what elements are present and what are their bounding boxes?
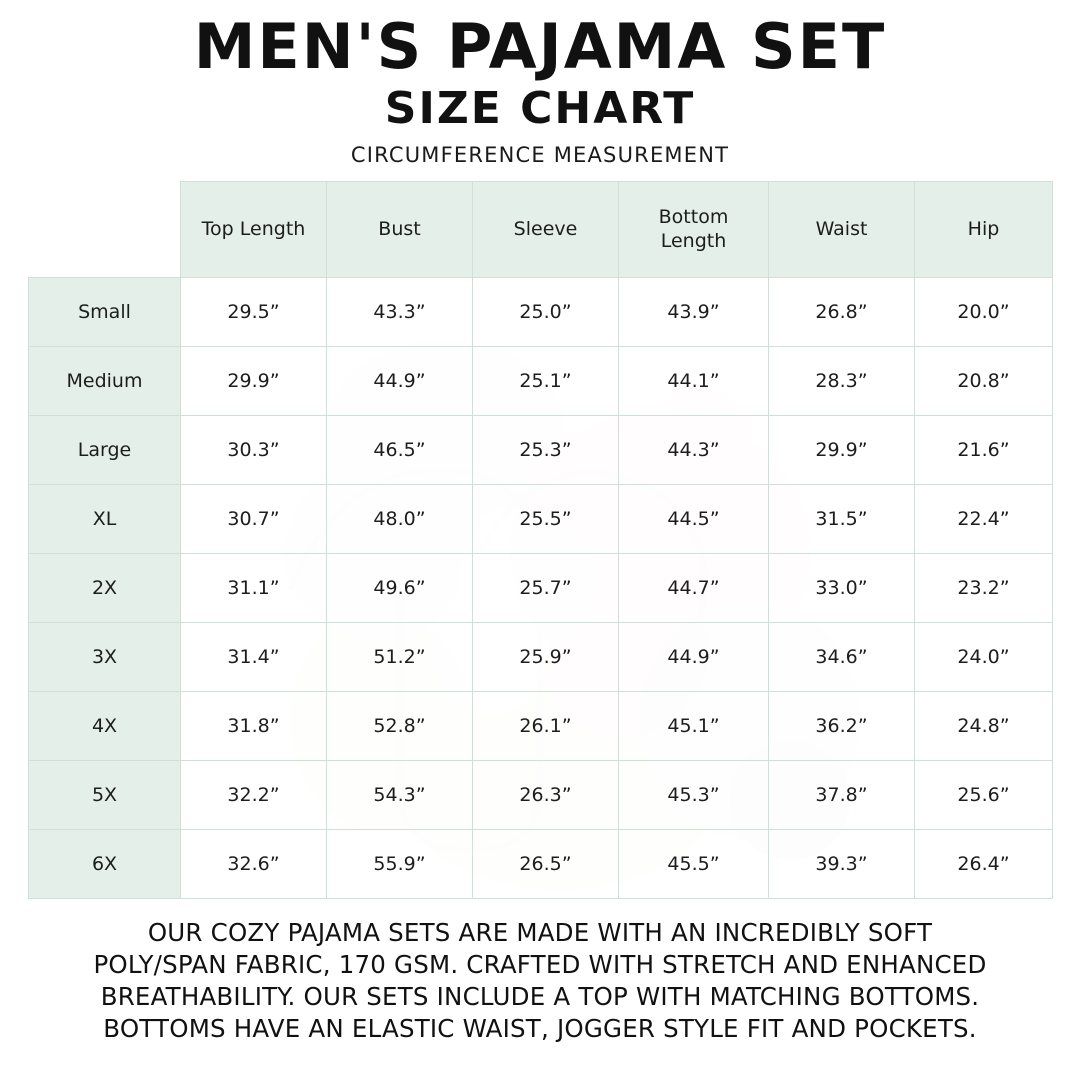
column-header-sleeve: Sleeve — [473, 182, 619, 278]
cell-3x-sleeve: 25.9” — [473, 623, 619, 692]
table-row — [29, 485, 1053, 554]
cell-3x-waist: 34.6” — [769, 623, 915, 692]
table-row — [29, 692, 1053, 761]
table-row — [29, 554, 1053, 623]
description-line-2: POLY/SPAN FABRIC, 170 GSM. CRAFTED WITH STRETCH AND ENHANCED — [93, 950, 987, 980]
cell-small-bust: 43.3” — [327, 278, 473, 347]
table-header-row — [29, 182, 1053, 278]
column-header-bottom-length: Bottom Length — [619, 182, 769, 278]
cell-5x-hip: 25.6” — [915, 761, 1053, 830]
cell-xl-bust: 48.0” — [327, 485, 473, 554]
cell-large-sleeve: 25.3” — [473, 416, 619, 485]
cell-3x-hip: 24.0” — [915, 623, 1053, 692]
page-title: MEN'S PAJAMA SET — [193, 10, 887, 83]
cell-4x-bottom-length: 45.1” — [619, 692, 769, 761]
cell-small-hip: 20.0” — [915, 278, 1053, 347]
cell-6x-hip: 26.4” — [915, 830, 1053, 899]
cell-large-bust: 46.5” — [327, 416, 473, 485]
cell-2x-bust: 49.6” — [327, 554, 473, 623]
cell-medium-bust: 44.9” — [327, 347, 473, 416]
column-header-hip: Hip — [915, 182, 1053, 278]
cell-2x-waist: 33.0” — [769, 554, 915, 623]
description-line-4: BOTTOMS HAVE AN ELASTIC WAIST, JOGGER STYLE FIT AND POCKETS. — [103, 1014, 977, 1044]
cell-6x-sleeve: 26.5” — [473, 830, 619, 899]
column-header-top-length: Top Length — [181, 182, 327, 278]
table-row — [29, 416, 1053, 485]
cell-3x-top-length: 31.4” — [181, 623, 327, 692]
cell-xl-top-length: 30.7” — [181, 485, 327, 554]
column-header-waist: Waist — [769, 182, 915, 278]
table-row — [29, 347, 1053, 416]
cell-5x-top-length: 32.2” — [181, 761, 327, 830]
cell-4x-sleeve: 26.1” — [473, 692, 619, 761]
row-header-2x: 2X — [29, 554, 181, 623]
cell-4x-hip: 24.8” — [915, 692, 1053, 761]
product-description — [25, 917, 1055, 1044]
table-row — [29, 278, 1053, 347]
cell-4x-bust: 52.8” — [327, 692, 473, 761]
size-chart-table-wrapper — [28, 181, 1052, 899]
cell-5x-bottom-length: 45.3” — [619, 761, 769, 830]
row-header-medium: Medium — [29, 347, 181, 416]
cell-4x-waist: 36.2” — [769, 692, 915, 761]
cell-6x-top-length: 32.6” — [181, 830, 327, 899]
cell-3x-bust: 51.2” — [327, 623, 473, 692]
cell-medium-top-length: 29.9” — [181, 347, 327, 416]
cell-5x-waist: 37.8” — [769, 761, 915, 830]
header-block — [0, 0, 1080, 167]
table-body — [29, 278, 1053, 899]
cell-large-waist: 29.9” — [769, 416, 915, 485]
column-header-bust: Bust — [327, 182, 473, 278]
cell-5x-bust: 54.3” — [327, 761, 473, 830]
measurement-note: CIRCUMFERENCE MEASUREMENT — [350, 143, 730, 168]
cell-xl-bottom-length: 44.5” — [619, 485, 769, 554]
cell-small-waist: 26.8” — [769, 278, 915, 347]
row-header-large: Large — [29, 416, 181, 485]
row-header-5x: 5X — [29, 761, 181, 830]
size-chart-table — [28, 181, 1053, 899]
cell-medium-sleeve: 25.1” — [473, 347, 619, 416]
cell-small-sleeve: 25.0” — [473, 278, 619, 347]
table-header — [29, 182, 1053, 278]
cell-xl-sleeve: 25.5” — [473, 485, 619, 554]
cell-xl-waist: 31.5” — [769, 485, 915, 554]
cell-small-top-length: 29.5” — [181, 278, 327, 347]
cell-2x-sleeve: 25.7” — [473, 554, 619, 623]
cell-6x-bottom-length: 45.5” — [619, 830, 769, 899]
cell-medium-hip: 20.8” — [915, 347, 1053, 416]
cell-small-bottom-length: 43.9” — [619, 278, 769, 347]
cell-6x-waist: 39.3” — [769, 830, 915, 899]
table-row — [29, 830, 1053, 899]
table-corner-cell — [29, 182, 181, 278]
row-header-3x: 3X — [29, 623, 181, 692]
table-row — [29, 623, 1053, 692]
cell-2x-hip: 23.2” — [915, 554, 1053, 623]
row-header-xl: XL — [29, 485, 181, 554]
cell-6x-bust: 55.9” — [327, 830, 473, 899]
row-header-small: Small — [29, 278, 181, 347]
description-line-1: OUR COZY PAJAMA SETS ARE MADE WITH AN INCREDIBLY SOFT — [147, 918, 933, 948]
cell-4x-top-length: 31.8” — [181, 692, 327, 761]
cell-2x-bottom-length: 44.7” — [619, 554, 769, 623]
cell-medium-bottom-length: 44.1” — [619, 347, 769, 416]
table-row — [29, 761, 1053, 830]
row-header-6x: 6X — [29, 830, 181, 899]
page-subtitle: SIZE CHART — [384, 83, 696, 135]
row-header-4x: 4X — [29, 692, 181, 761]
cell-large-bottom-length: 44.3” — [619, 416, 769, 485]
cell-xl-hip: 22.4” — [915, 485, 1053, 554]
description-line-3: BREATHABILITY. OUR SETS INCLUDE A TOP WITH MATCHING BOTTOMS. — [100, 982, 980, 1012]
cell-3x-bottom-length: 44.9” — [619, 623, 769, 692]
cell-large-top-length: 30.3” — [181, 416, 327, 485]
cell-medium-waist: 28.3” — [769, 347, 915, 416]
cell-large-hip: 21.6” — [915, 416, 1053, 485]
cell-5x-sleeve: 26.3” — [473, 761, 619, 830]
cell-2x-top-length: 31.1” — [181, 554, 327, 623]
